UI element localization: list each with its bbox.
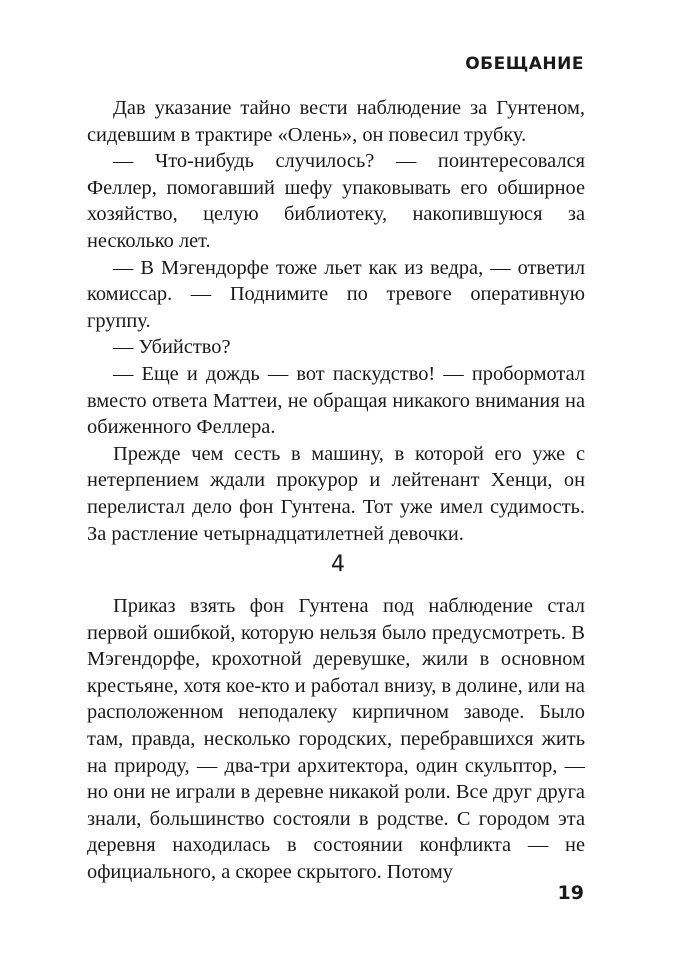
paragraph: — В Мэгендорфе тоже льет как из ведра, — ответил комиссар. — Поднимите по тревоге оперативную группу. bbox=[87, 256, 585, 332]
paragraph: Приказ взять фон Гунтена под наблюдение стал первой ошибкой, которую нельзя было предусмотреть. В Мэгендорфе, крохотной деревушке, жили в основном крестьяне, хотя кое-кто и работал внизу, в долине, или на расположенном неподалеку кирпичном заводе. Было там, правда, несколько городских, перебравшихся жить на природу, — два-три архитектора, один скульптор, — но они не играли в деревне никакой роли. Все друг друга знали, большинство состояли в родстве. С городом эта деревня находилась в состоянии конфликта — не официального, а скорее скрытого. Потому bbox=[87, 595, 585, 883]
text-block-before-chapter bbox=[87, 95, 585, 547]
paragraph: Дав указание тайно вести наблюдение за Гунтеном, сидевшим в трактире «Олень», он повесил трубку. bbox=[87, 97, 585, 146]
paragraph: — Что-нибудь случилось? — поинтересовался Феллер, помогавший шефу упаковывать его обширное хозяйство, целую библиотеку, накопившуюся за несколько лет. bbox=[87, 150, 585, 252]
page-number: 19 bbox=[557, 882, 584, 904]
paragraph: Прежде чем сесть в машину, в которой его уже с нетерпением ждали прокурор и лейтенант Хенци, он перелистал дело фон Гунтена. Тот уже имел судимость. За растление четырнадцатилетней девочки. bbox=[87, 442, 585, 545]
chapter-number: 4 bbox=[331, 552, 345, 577]
paragraph: — Еще и дождь — вот паскудство! — пробормотал вместо ответа Маттеи, не обращая никакого внимания на обиженного Феллера. bbox=[87, 362, 585, 439]
paragraph: — Убийство? bbox=[113, 336, 231, 359]
text-block-chapter-4 bbox=[87, 593, 585, 886]
running-header: ОБЕЩАНИЕ bbox=[465, 54, 584, 74]
